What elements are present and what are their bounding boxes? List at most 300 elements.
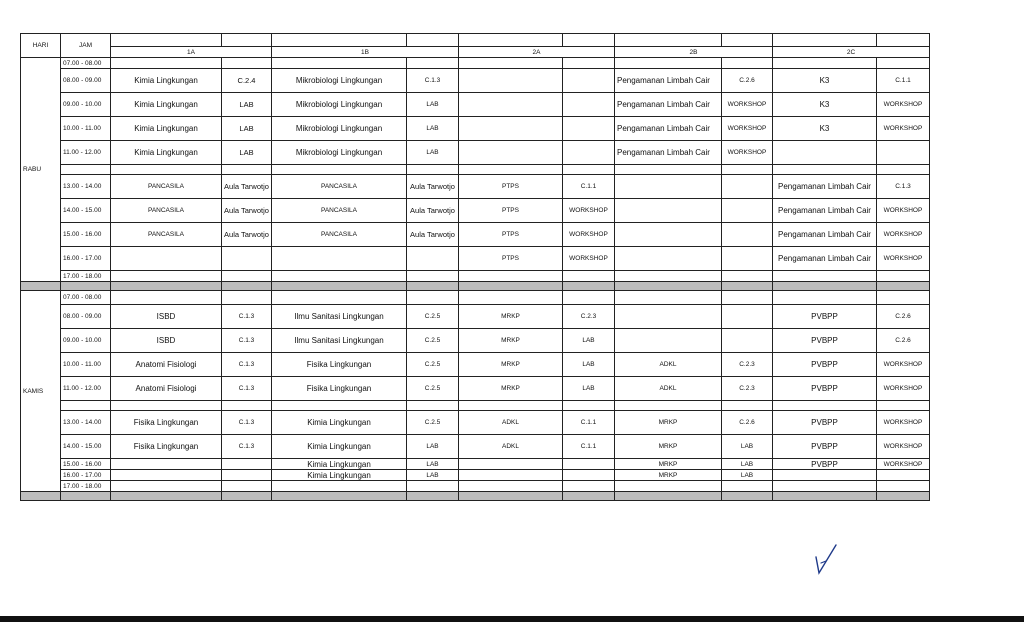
separator-cell (615, 492, 722, 501)
room-cell (877, 58, 930, 69)
subject-cell (459, 117, 563, 141)
scan-bottom-edge (0, 616, 1024, 622)
subject-cell: MRKP (459, 329, 563, 353)
header-blank (272, 34, 407, 47)
subject-cell (773, 470, 877, 481)
subject-cell: Ilmu Sanitasi Lingkungan (272, 305, 407, 329)
room-cell: LAB (407, 435, 459, 459)
subject-cell: PANCASILA (272, 223, 407, 247)
room-cell: WORKSHOP (877, 93, 930, 117)
schedule-row (21, 411, 930, 435)
subject-cell (615, 401, 722, 411)
subject-cell: MRKP (615, 459, 722, 470)
separator-cell (61, 282, 111, 291)
subject-cell (272, 291, 407, 305)
subject-cell (773, 271, 877, 282)
room-cell: C.1.3 (407, 69, 459, 93)
header-blank (877, 34, 930, 47)
time-slot: 11.00 - 12.00 (61, 377, 111, 401)
room-cell: WORKSHOP (877, 411, 930, 435)
separator-cell (722, 492, 773, 501)
room-cell: LAB (563, 377, 615, 401)
subject-cell (111, 247, 222, 271)
room-cell: LAB (222, 117, 272, 141)
subject-cell: Mikrobiologi Lingkungan (272, 93, 407, 117)
subject-cell: Kimia Lingkungan (272, 435, 407, 459)
separator-cell (111, 282, 222, 291)
subject-cell (615, 58, 722, 69)
time-slot: 09.00 - 10.00 (61, 93, 111, 117)
subject-cell (459, 69, 563, 93)
room-cell (563, 470, 615, 481)
time-slot: 13.00 - 14.00 (61, 411, 111, 435)
separator-cell (722, 282, 773, 291)
room-cell: WORKSHOP (877, 199, 930, 223)
room-cell: C.1.3 (222, 377, 272, 401)
room-cell: C.2.5 (407, 305, 459, 329)
subject-cell: ISBD (111, 329, 222, 353)
schedule-row (21, 435, 930, 459)
subject-cell: MRKP (459, 305, 563, 329)
subject-cell: ADKL (459, 411, 563, 435)
subject-cell: Kimia Lingkungan (111, 117, 222, 141)
time-slot: 13.00 - 14.00 (61, 175, 111, 199)
room-cell: WORKSHOP (563, 223, 615, 247)
subject-cell: MRKP (615, 435, 722, 459)
subject-cell (459, 58, 563, 69)
room-cell: LAB (722, 435, 773, 459)
subject-cell: Mikrobiologi Lingkungan (272, 117, 407, 141)
schedule-row (21, 165, 930, 175)
room-cell (407, 291, 459, 305)
room-cell: C.2.3 (722, 377, 773, 401)
room-cell: WORKSHOP (877, 377, 930, 401)
subject-cell: PVBPP (773, 411, 877, 435)
subject-cell: Pengamanan Limbah Cair (773, 175, 877, 199)
room-cell (563, 58, 615, 69)
subject-cell: Fisika Lingkungan (111, 411, 222, 435)
room-cell (563, 69, 615, 93)
time-slot: 09.00 - 10.00 (61, 329, 111, 353)
subject-cell (111, 401, 222, 411)
subject-cell: PANCASILA (111, 223, 222, 247)
schedule-row (21, 353, 930, 377)
room-cell: LAB (407, 117, 459, 141)
separator-cell (459, 282, 563, 291)
room-cell (877, 291, 930, 305)
room-cell (407, 58, 459, 69)
separator-cell (459, 492, 563, 501)
room-cell (877, 401, 930, 411)
schedule-row (21, 175, 930, 199)
room-cell: C.2.6 (877, 305, 930, 329)
subject-cell (459, 165, 563, 175)
subject-cell (459, 141, 563, 165)
subject-cell (615, 481, 722, 492)
subject-cell: PVBPP (773, 377, 877, 401)
subject-cell: Kimia Lingkungan (111, 69, 222, 93)
day-separator (21, 492, 930, 501)
subject-cell (459, 291, 563, 305)
room-cell: C.2.5 (407, 353, 459, 377)
room-cell: Aula Tarwotjo (222, 175, 272, 199)
room-cell: C.1.3 (222, 411, 272, 435)
header-class-1a: 1A (111, 47, 272, 58)
header-class-1b: 1B (272, 47, 459, 58)
room-cell (563, 271, 615, 282)
room-cell (407, 247, 459, 271)
subject-cell (615, 291, 722, 305)
room-cell: WORKSHOP (722, 93, 773, 117)
subject-cell: K3 (773, 117, 877, 141)
subject-cell: PTPS (459, 247, 563, 271)
room-cell: C.1.1 (563, 411, 615, 435)
room-cell (722, 247, 773, 271)
subject-cell (459, 271, 563, 282)
room-cell (563, 401, 615, 411)
subject-cell (111, 291, 222, 305)
room-cell (563, 141, 615, 165)
subject-cell (615, 247, 722, 271)
subject-cell (459, 481, 563, 492)
separator-cell (272, 282, 407, 291)
subject-cell: PANCASILA (272, 175, 407, 199)
subject-cell: PTPS (459, 199, 563, 223)
room-cell: LAB (407, 470, 459, 481)
separator-cell (222, 492, 272, 501)
room-cell: WORKSHOP (877, 353, 930, 377)
room-cell (222, 470, 272, 481)
subject-cell (773, 58, 877, 69)
room-cell (563, 117, 615, 141)
subject-cell (773, 165, 877, 175)
time-slot (61, 165, 111, 175)
room-cell (563, 459, 615, 470)
rabu-day-label: RABU (21, 58, 61, 282)
room-cell (563, 93, 615, 117)
header-class-2c: 2C (773, 47, 930, 58)
checkmark-signature-icon (812, 543, 840, 575)
time-slot: 08.00 - 09.00 (61, 69, 111, 93)
time-slot: 07.00 - 08.00 (61, 291, 111, 305)
room-cell: WORKSHOP (877, 459, 930, 470)
header-class-2a: 2A (459, 47, 615, 58)
subject-cell (773, 481, 877, 492)
room-cell (563, 165, 615, 175)
room-cell (222, 247, 272, 271)
subject-cell (773, 291, 877, 305)
schedule-row (21, 141, 930, 165)
room-cell (407, 271, 459, 282)
page-top-edge (0, 0, 1024, 2)
header-hari: HARI (21, 34, 61, 58)
room-cell: C.1.3 (222, 435, 272, 459)
schedule-row (21, 459, 930, 470)
room-cell: WORKSHOP (877, 117, 930, 141)
subject-cell: PVBPP (773, 329, 877, 353)
schedule-row (21, 401, 930, 411)
time-slot: 15.00 - 16.00 (61, 223, 111, 247)
room-cell (563, 291, 615, 305)
room-cell (222, 401, 272, 411)
room-cell (722, 305, 773, 329)
header-row-classes (21, 47, 930, 58)
subject-cell (111, 271, 222, 282)
subject-cell: MRKP (459, 377, 563, 401)
subject-cell: Pengamanan Limbah Cair (615, 117, 722, 141)
time-slot (61, 401, 111, 411)
room-cell (722, 329, 773, 353)
schedule-row (21, 69, 930, 93)
subject-cell: Kimia Lingkungan (111, 141, 222, 165)
room-cell: C.2.6 (877, 329, 930, 353)
room-cell (222, 481, 272, 492)
room-cell: WORKSHOP (877, 435, 930, 459)
subject-cell: PVBPP (773, 305, 877, 329)
room-cell: C.1.3 (222, 305, 272, 329)
room-cell (722, 165, 773, 175)
room-cell: Aula Tarwotjo (407, 223, 459, 247)
room-cell (722, 223, 773, 247)
subject-cell: Kimia Lingkungan (272, 459, 407, 470)
room-cell (407, 481, 459, 492)
room-cell: C.1.3 (222, 353, 272, 377)
kamis-day-label: KAMIS (21, 291, 61, 492)
room-cell: C.2.5 (407, 377, 459, 401)
header-blank (563, 34, 615, 47)
subject-cell: PANCASILA (272, 199, 407, 223)
header-blank (222, 34, 272, 47)
subject-cell (615, 271, 722, 282)
room-cell: WORKSHOP (563, 247, 615, 271)
separator-cell (563, 282, 615, 291)
room-cell: C.1.3 (877, 175, 930, 199)
separator-cell (407, 282, 459, 291)
subject-cell (459, 93, 563, 117)
room-cell (222, 271, 272, 282)
subject-cell: MRKP (615, 470, 722, 481)
separator-cell (877, 282, 930, 291)
room-cell: WORKSHOP (877, 247, 930, 271)
schedule-row (21, 481, 930, 492)
room-cell (222, 165, 272, 175)
schedule-table (20, 33, 930, 501)
room-cell (222, 58, 272, 69)
subject-cell (615, 165, 722, 175)
schedule-row (21, 247, 930, 271)
room-cell: WORKSHOP (722, 141, 773, 165)
subject-cell (272, 271, 407, 282)
time-slot: 10.00 - 11.00 (61, 117, 111, 141)
subject-cell: Kimia Lingkungan (272, 411, 407, 435)
subject-cell: Fisika Lingkungan (111, 435, 222, 459)
subject-cell: Pengamanan Limbah Cair (773, 247, 877, 271)
time-slot: 14.00 - 15.00 (61, 435, 111, 459)
subject-cell: Kimia Lingkungan (111, 93, 222, 117)
subject-cell: PVBPP (773, 459, 877, 470)
room-cell: LAB (563, 329, 615, 353)
subject-cell (272, 58, 407, 69)
room-cell (722, 175, 773, 199)
subject-cell (459, 401, 563, 411)
subject-cell (615, 329, 722, 353)
header-blank (407, 34, 459, 47)
schedule-row (21, 223, 930, 247)
subject-cell: ISBD (111, 305, 222, 329)
room-cell (407, 165, 459, 175)
room-cell (722, 58, 773, 69)
room-cell: LAB (407, 141, 459, 165)
subject-cell: MRKP (459, 353, 563, 377)
subject-cell: PVBPP (773, 353, 877, 377)
subject-cell: Mikrobiologi Lingkungan (272, 141, 407, 165)
separator-cell (111, 492, 222, 501)
room-cell: C.2.4 (222, 69, 272, 93)
time-slot: 15.00 - 16.00 (61, 459, 111, 470)
subject-cell: Anatomi Fisiologi (111, 353, 222, 377)
subject-cell: K3 (773, 69, 877, 93)
header-blank (459, 34, 563, 47)
room-cell: C.2.6 (722, 411, 773, 435)
subject-cell: Pengamanan Limbah Cair (773, 199, 877, 223)
room-cell: LAB (407, 93, 459, 117)
room-cell (407, 401, 459, 411)
time-slot: 14.00 - 15.00 (61, 199, 111, 223)
schedule-row (21, 93, 930, 117)
header-blank (111, 34, 222, 47)
separator-cell (407, 492, 459, 501)
subject-cell (272, 401, 407, 411)
subject-cell: PANCASILA (111, 199, 222, 223)
header-jam: JAM (61, 34, 111, 58)
subject-cell (272, 247, 407, 271)
subject-cell: Fisika Lingkungan (272, 353, 407, 377)
subject-cell (773, 401, 877, 411)
room-cell (722, 199, 773, 223)
subject-cell: PANCASILA (111, 175, 222, 199)
subject-cell: Anatomi Fisiologi (111, 377, 222, 401)
room-cell (877, 271, 930, 282)
room-cell: Aula Tarwotjo (222, 199, 272, 223)
schedule-row (21, 199, 930, 223)
subject-cell (615, 199, 722, 223)
subject-cell (615, 223, 722, 247)
room-cell: LAB (563, 353, 615, 377)
separator-cell (563, 492, 615, 501)
header-blank (615, 34, 722, 47)
header-blank (773, 34, 877, 47)
subject-cell: PTPS (459, 175, 563, 199)
room-cell: C.1.3 (222, 329, 272, 353)
header-row-top (21, 34, 930, 47)
room-cell: C.2.6 (722, 69, 773, 93)
room-cell: Aula Tarwotjo (407, 199, 459, 223)
time-slot: 11.00 - 12.00 (61, 141, 111, 165)
day-separator (21, 282, 930, 291)
subject-cell (615, 175, 722, 199)
room-cell: LAB (722, 459, 773, 470)
separator-cell (222, 282, 272, 291)
room-cell: WORKSHOP (722, 117, 773, 141)
room-cell (563, 481, 615, 492)
subject-cell (111, 58, 222, 69)
separator-cell (773, 492, 877, 501)
room-cell: C.1.1 (563, 435, 615, 459)
room-cell: WORKSHOP (563, 199, 615, 223)
subject-cell: PVBPP (773, 435, 877, 459)
room-cell (722, 481, 773, 492)
subject-cell (111, 481, 222, 492)
subject-cell: Mikrobiologi Lingkungan (272, 69, 407, 93)
subject-cell: ADKL (615, 377, 722, 401)
room-cell: LAB (407, 459, 459, 470)
schedule-row (21, 271, 930, 282)
schedule-row (21, 305, 930, 329)
time-slot: 08.00 - 09.00 (61, 305, 111, 329)
separator-cell (615, 282, 722, 291)
room-cell (877, 481, 930, 492)
subject-cell: Pengamanan Limbah Cair (615, 141, 722, 165)
subject-cell (615, 305, 722, 329)
time-slot: 16.00 - 17.00 (61, 470, 111, 481)
room-cell (877, 470, 930, 481)
schedule-row (21, 117, 930, 141)
schedule-row (21, 377, 930, 401)
header-blank (722, 34, 773, 47)
schedule-row (21, 58, 930, 69)
room-cell: C.2.3 (722, 353, 773, 377)
room-cell (722, 291, 773, 305)
time-slot: 17.00 - 18.00 (61, 271, 111, 282)
subject-cell (272, 481, 407, 492)
subject-cell: PTPS (459, 223, 563, 247)
time-slot: 17.00 - 18.00 (61, 481, 111, 492)
room-cell: C.2.5 (407, 411, 459, 435)
room-cell (222, 459, 272, 470)
subject-cell (111, 165, 222, 175)
room-cell (877, 141, 930, 165)
subject-cell: Fisika Lingkungan (272, 377, 407, 401)
room-cell: C.2.3 (563, 305, 615, 329)
subject-cell: ADKL (459, 435, 563, 459)
separator-cell (877, 492, 930, 501)
schedule-row (21, 329, 930, 353)
subject-cell (111, 470, 222, 481)
subject-cell: Pengamanan Limbah Cair (615, 69, 722, 93)
time-slot: 10.00 - 11.00 (61, 353, 111, 377)
room-cell (222, 291, 272, 305)
subject-cell (111, 459, 222, 470)
separator-cell (61, 492, 111, 501)
room-cell (722, 271, 773, 282)
room-cell: LAB (722, 470, 773, 481)
separator-cell (773, 282, 877, 291)
room-cell: Aula Tarwotjo (222, 223, 272, 247)
subject-cell: Pengamanan Limbah Cair (773, 223, 877, 247)
room-cell: Aula Tarwotjo (407, 175, 459, 199)
subject-cell: ADKL (615, 353, 722, 377)
subject-cell (272, 165, 407, 175)
subject-cell (773, 141, 877, 165)
subject-cell: Ilmu Sanitasi Lingkungan (272, 329, 407, 353)
room-cell: WORKSHOP (877, 223, 930, 247)
schedule-row (21, 291, 930, 305)
schedule-row (21, 470, 930, 481)
time-slot: 07.00 - 08.00 (61, 58, 111, 69)
room-cell: C.1.1 (877, 69, 930, 93)
room-cell: C.2.5 (407, 329, 459, 353)
subject-cell: MRKP (615, 411, 722, 435)
